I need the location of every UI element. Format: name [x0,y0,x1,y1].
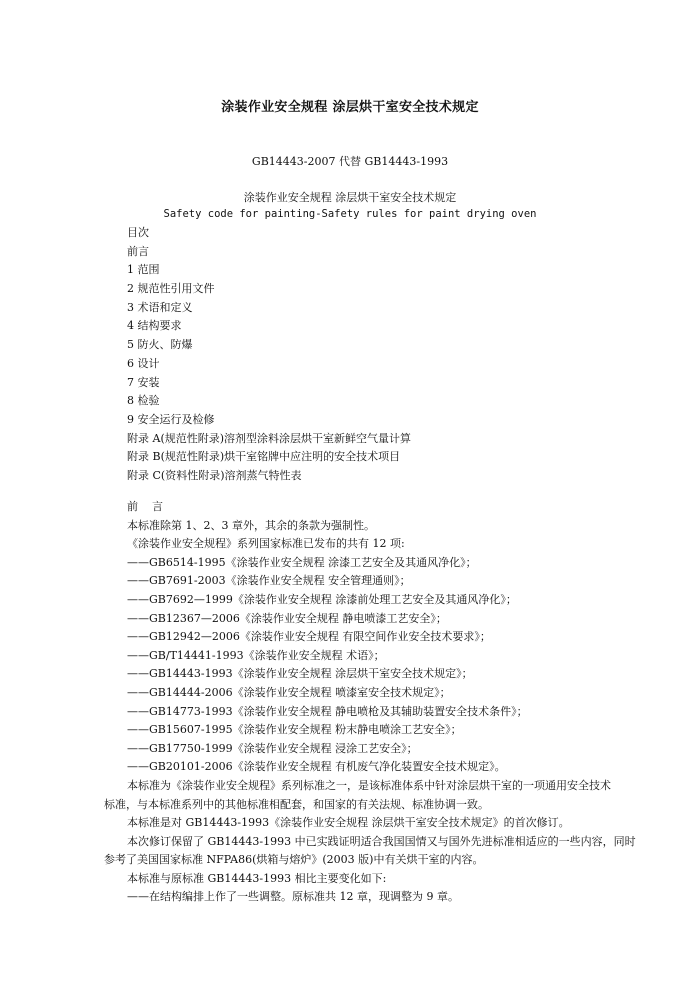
standard-list-item: ——GB12942—2006《涂装作业安全规程 有限空间作业安全技术要求》； [127,630,491,644]
toc-heading: 目次 [127,226,149,239]
toc-item: 9 安全运行及检修 [127,412,215,426]
toc-item: 6 设计 [127,356,160,370]
standard-list-item: ——GB14444-2006《涂装作业安全规程 喷漆室安全技术规定》； [127,685,451,699]
standard-list-item: ——GB17750-1999《涂装作业安全规程 浸涂工艺安全》； [127,741,418,755]
preface-section [104,498,636,907]
standard-list-item: ——GB/T14441-1993《涂装作业安全规程 术语》； [127,648,385,662]
toc-item: 1 范围 [127,263,160,277]
paragraph-continuation: 参考了美国国家标准 NFPA86(烘箱与熔炉》(2003 版)中有关烘干室的内容。 [104,853,484,867]
paragraph: ——在结构编排上作了一些调整。原标准共 12 章，现调整为 9 章。 [127,890,459,904]
toc-item: 2 规范性引用文件 [127,282,215,296]
preface-heading: 前言 [127,500,177,513]
toc-item: 前言 [127,244,149,258]
paragraph: 本标准是对 GB14443-1993《涂装作业安全规程 涂层烘干室安全技术规定》的首次修订。 [127,816,570,830]
toc-item: 附录 B(规范性附录)烘干室铭牌中应注明的安全技术项目 [127,450,401,464]
toc-item: 8 检验 [127,394,160,408]
paragraph: 本标准除第 1、2、3 章外，其余的条款为强制性。 [127,518,375,532]
table-of-contents [127,224,607,486]
toc-item: 4 结构要求 [127,319,182,333]
standard-list-item: ——GB6514-1995《涂装作业安全规程 涂漆工艺安全及其通风净化》； [127,555,477,569]
toc-item: 附录 A(规范性附录)溶剂型涂料涂层烘干室新鲜空气量计算 [127,431,412,445]
toc-item: 3 术语和定义 [127,300,193,314]
toc-item: 附录 C(资料性附录)溶剂蒸气特性表 [127,468,302,482]
standard-list-item: ——GB12367—2006《涂装作业安全规程 静电喷漆工艺安全》； [127,611,447,625]
standard-list-item: ——GB14443-1993《涂装作业安全规程 涂层烘干室安全技术规定》； [127,667,473,681]
paragraph-continuation: 标准，与本标准系列中的其他标准相配套，和国家的有关法规、标准协调一致。 [104,797,489,811]
standard-list-item: ——GB7692—1999《涂装作业安全规程 涂漆前处理工艺安全及其通风净化》； [127,592,517,606]
standard-list-item: ——GB14773-1993《涂装作业安全规程 静电喷枪及其辅助装置安全技术条件》； [127,704,528,718]
chinese-subtitle: 涂装作业安全规程 涂层烘干室安全技术规定 [243,191,457,204]
toc-item: 7 安装 [127,375,160,389]
toc-item: 5 防火、防爆 [127,338,193,352]
paragraph: 本标准为《涂装作业安全规程》系列标准之一，是该标准体系中针对涂层烘干室的一项通用安全技术 [127,778,611,792]
standard-list-item: ——GB15607-1995《涂装作业安全规程 粉末静电喷涂工艺安全》； [127,723,462,737]
standard-list-item: ——GB20101-2006《涂装作业安全规程 有机废气净化装置安全技术规定》。 [127,760,506,774]
paragraph: 本次修订保留了 GB14443-1993 中已实践证明适合我国国情又与国外先进标准相适应的一些内容，同时 [127,834,636,848]
english-subtitle: Safety code for painting-Safety rules for paint drying oven [163,208,537,220]
standard-list-item: ——GB7691-2003《涂装作业安全规程 安全管理通则》； [127,574,411,588]
paragraph: 本标准与原标准 GB14443-1993 相比主要变化如下: [127,871,387,885]
document-title: 涂装作业安全规程 涂层烘干室安全技术规定 [221,100,479,115]
standard-number: GB14443-2007 代替 GB14443-1993 [251,155,449,168]
paragraph: 《涂装作业安全规程》系列国家标准已发布的共有 12 项: [127,537,405,551]
